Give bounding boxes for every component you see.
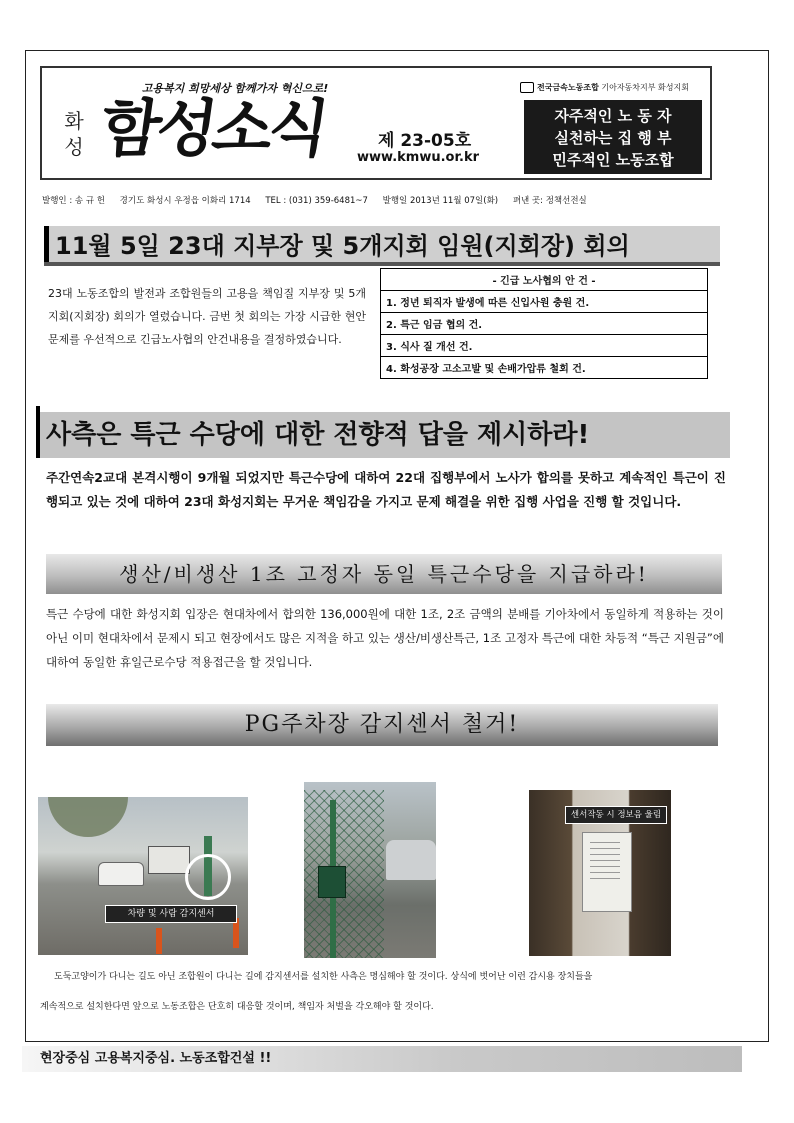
publish-date: 발행일 2013년 11월 07일(화) xyxy=(382,196,499,206)
publisher-line xyxy=(42,194,754,206)
agenda-item: 3. 식사 질 개선 건. xyxy=(381,335,708,357)
car-shape xyxy=(98,862,144,886)
section3-title: 생산/비생산 1조 고정자 동일 특근수당을 지급하라! xyxy=(46,554,722,594)
speaker-grille-shape xyxy=(590,842,620,882)
website-link[interactable]: www.kmwu.or.kr xyxy=(357,150,480,165)
agenda-item: 2. 특근 임금 협의 건. xyxy=(381,313,708,335)
newsletter-title: 함성소식 xyxy=(95,92,330,165)
traffic-cone-shape xyxy=(156,928,162,954)
publisher-editor: 펴낸 곳: 정책선전실 xyxy=(512,196,587,206)
publisher-tel: TEL : (031) 359-6481~7 xyxy=(265,196,368,206)
section2-title: 사측은 특근 수당에 대한 전향적 답을 제시하라! xyxy=(40,412,730,458)
union-header xyxy=(520,80,710,96)
masthead-slogan: 고용복지 희망세상 함께가자 혁신으로! xyxy=(141,82,329,95)
agenda-table xyxy=(380,268,708,379)
section1-title: 11월 5일 23대 지부장 및 5개지회 임원(지회장) 회의 xyxy=(44,226,720,266)
guard-booth-shape xyxy=(148,846,190,874)
caption-line: 계속적으로 설치한다면 앞으로 노동조합은 단호히 대응할 것이며, 책임자 처벌을 각오해야 할 것이다. xyxy=(40,1002,434,1012)
photo3-label: 센서작동 시 정보음 울림 xyxy=(565,806,667,824)
motto-line: 민주적인 노동조합 xyxy=(552,151,674,169)
section3-body: 특근 수당에 대한 화성지회 입장은 현대차에서 합의한 136,000원에 대한 1조, 2조 금액의 분배를 기아차에서 동일하게 적용하는 것이 아닌 이미 현대차에서 문제시 되고 현장에서도 많은 지적을 하고 있는 생산/비생산특근, 1조 고정자 특근에 대한 차등적 “특근 지원금”에 대하여 동일한 휴일근로수당 적용접근을 할 것입니다. xyxy=(46,607,724,669)
publisher-name: 발행인 : 송 규 헌 xyxy=(42,196,105,206)
masthead-place: 화성 xyxy=(64,109,84,159)
parked-car-shape xyxy=(386,840,436,880)
agenda-item: 4. 화성공장 고소고발 및 손배가압류 철회 건. xyxy=(381,357,708,379)
section1-intro: 23대 노동조합의 발전과 조합원들의 고용을 책임질 지부장 및 5개지회(지회장) 회의가 열렸습니다. 금번 첫 회의는 가장 시급한 현안문제를 우선적으로 긴급노사협의 안건내용을 결정하였습니다. xyxy=(48,287,366,346)
sensor-box-shape xyxy=(318,866,346,898)
sensor-highlight-circle xyxy=(185,854,231,900)
union-logo-icon xyxy=(520,82,534,93)
section4-title: PG주차장 감지센서 철거! xyxy=(46,704,718,746)
issue-number: 제 23-05호 xyxy=(378,131,472,151)
publisher-address: 경기도 화성시 우정읍 이화리 1714 xyxy=(119,196,251,206)
agenda-item: 1. 정년 퇴직자 발생에 따른 신입사원 충원 건. xyxy=(381,291,708,313)
motto-line: 실천하는 집 행 부 xyxy=(554,129,672,147)
motto-line: 자주적인 노 동 자 xyxy=(554,107,672,125)
footer-slogan: 현장중심 고용복지중심. 노동조합건설 !! xyxy=(22,1046,742,1072)
union-branch: 기아자동차지부 화성지회 xyxy=(601,83,689,92)
agenda-title: - 긴급 노사협의 안 건 - xyxy=(381,269,708,291)
photo1-label: 차량 및 사람 감지센서 xyxy=(105,905,237,923)
photo-caption xyxy=(40,962,730,1022)
caption-line: 도둑고양이가 다니는 길도 아닌 조합원이 다니는 길에 감지센서를 설치한 사측은 명심해야 할 것이다. 상식에 벗어난 이런 감시용 장치들을 xyxy=(54,972,593,982)
union-name: 전국금속노동조합 xyxy=(537,83,599,92)
motto-box xyxy=(524,100,702,174)
section1-title-underline xyxy=(44,262,720,266)
section2-body: 주간연속2교대 본격시행이 9개월 되었지만 특근수당에 대하여 22대 집행부에서 노사가 합의를 못하고 계속적인 특근이 진행되고 있는 것에 대하여 23대 화성지회는 무거운 책임감을 가지고 문제 해결을 위한 집행 사업을 진행 할 것입니다. xyxy=(46,470,726,509)
